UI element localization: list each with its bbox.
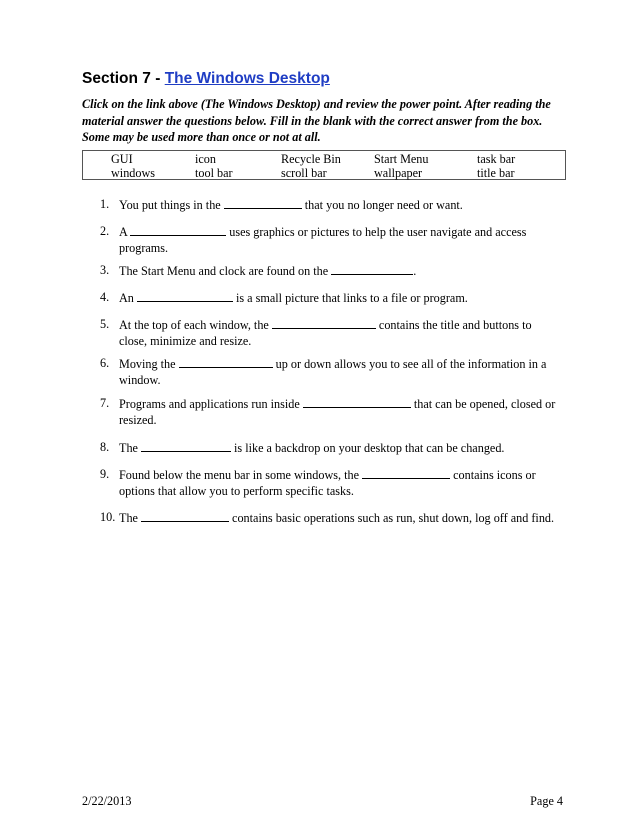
word-bank-item: Start Menu	[374, 152, 429, 166]
word-bank-item: wallpaper	[374, 166, 423, 180]
question-text: The Start Menu and clock are found on the	[119, 264, 332, 278]
question-text: is a small picture that links to a file or program.	[232, 291, 468, 305]
question-text: contains the title and buttons to close, minimize and resize.	[119, 318, 532, 348]
question-text: You put things in the	[119, 198, 224, 212]
question-number: 2.	[100, 224, 110, 238]
word-bank-item: GUI	[111, 152, 133, 166]
question-item	[100, 356, 560, 388]
question-item	[100, 197, 560, 214]
question-item	[100, 290, 560, 307]
question-text: An	[119, 291, 137, 305]
question-text: is like a backdrop on your desktop that can be changed.	[231, 441, 505, 455]
question-text: contains basic operations such as run, shut down, log off and find.	[229, 511, 555, 525]
question-number: 3.	[100, 263, 110, 277]
question-text: .	[413, 264, 417, 278]
question-text: Programs and applications run inside	[119, 397, 303, 411]
question-number: 10.	[100, 510, 116, 524]
word-bank-item: Recycle Bin	[281, 152, 341, 166]
question-number: 6.	[100, 356, 110, 370]
question-item	[100, 224, 560, 256]
question-item	[100, 440, 560, 457]
question-text: uses graphics or pictures to help the user navigate and access programs.	[119, 225, 527, 255]
question-text: The	[119, 511, 141, 525]
question-item	[100, 396, 560, 428]
question-text: Moving the	[119, 357, 179, 371]
answer-blank[interactable]	[141, 440, 231, 452]
question-item	[100, 263, 560, 280]
question-number: 7.	[100, 396, 110, 410]
windows-desktop-link[interactable]: The Windows Desktop	[164, 70, 330, 87]
answer-blank[interactable]	[331, 263, 413, 275]
footer-page-number: Page 4	[530, 794, 563, 808]
word-bank-item: task bar	[477, 152, 516, 166]
word-bank-item: title bar	[477, 166, 515, 180]
word-bank-box	[82, 150, 566, 180]
answer-blank[interactable]	[272, 317, 376, 329]
question-item	[100, 467, 560, 499]
question-number: 5.	[100, 317, 110, 331]
answer-blank[interactable]	[362, 467, 450, 479]
question-text: The	[119, 441, 141, 455]
footer-date: 2/22/2013	[82, 794, 132, 808]
answer-blank[interactable]	[303, 396, 411, 408]
answer-blank[interactable]	[137, 290, 233, 302]
question-number: 1.	[100, 197, 110, 211]
section-label: Section 7 -	[82, 70, 165, 87]
section-heading	[82, 70, 330, 88]
question-text: up or down allows you to see all of the information in a window.	[119, 357, 547, 387]
answer-blank[interactable]	[224, 197, 302, 209]
question-number: 9.	[100, 467, 110, 481]
question-text: A	[119, 225, 131, 239]
question-number: 4.	[100, 290, 110, 304]
word-bank-item: scroll bar	[281, 166, 327, 180]
word-bank-item: windows	[111, 166, 156, 180]
question-text: that you no longer need or want.	[301, 198, 463, 212]
word-bank-item: tool bar	[195, 166, 233, 180]
word-bank-item: icon	[195, 152, 216, 166]
question-item	[100, 510, 560, 527]
answer-blank[interactable]	[141, 510, 229, 522]
instructions-text: Click on the link above (The Windows Desktop) and review the power point. After reading the material answer the questions below. Fill in the blank with the correct answer from the box. Some may be used more than once or not at all.	[82, 97, 551, 144]
question-number: 8.	[100, 440, 110, 454]
question-text: contains icons or options that allow you to perform specific tasks.	[119, 468, 536, 498]
question-text: that can be opened, closed or resized.	[119, 397, 556, 427]
question-text: At the top of each window, the	[119, 318, 272, 332]
answer-blank[interactable]	[179, 356, 273, 368]
question-item	[100, 317, 560, 349]
question-text: Found below the menu bar in some windows, the	[119, 468, 363, 482]
answer-blank[interactable]	[130, 224, 226, 236]
